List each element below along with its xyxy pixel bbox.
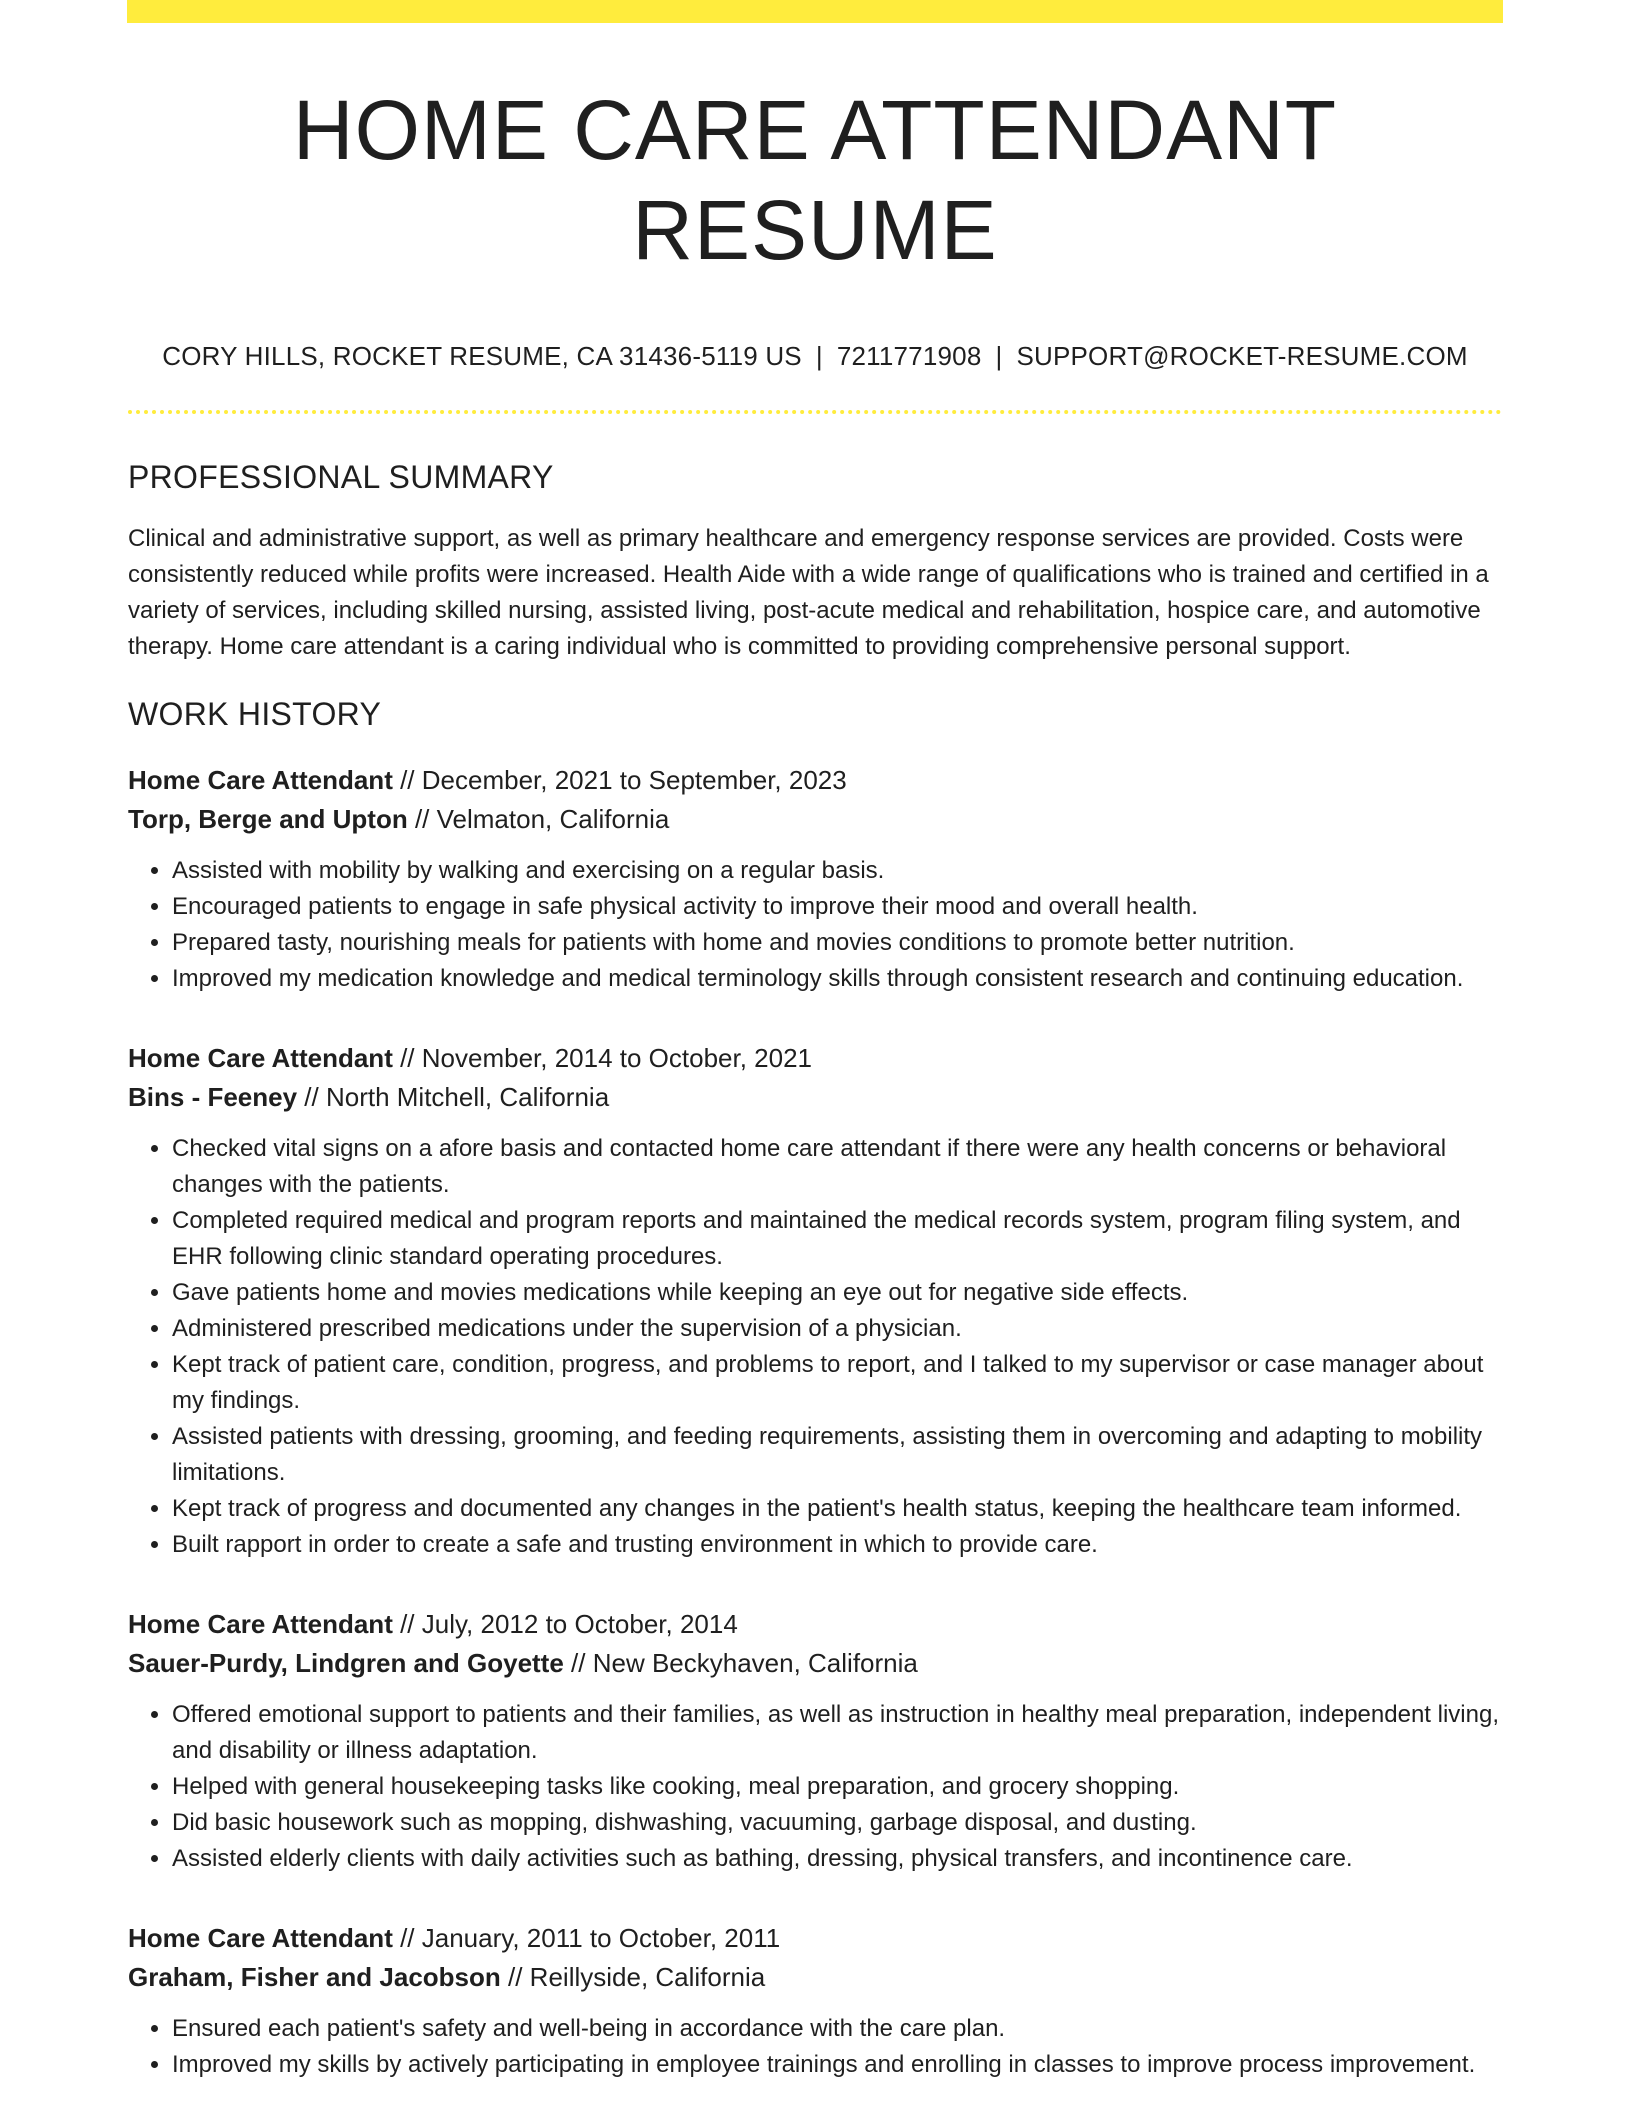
job-bullet: • Improved my skills by actively participating in employee trainings and enrolling in classes to improve process improvement. bbox=[172, 2047, 1502, 2083]
job-bullet: • Completed required medical and program reports and maintained the medical records system, program filing system, and EHR following clinic standard operating procedures. bbox=[172, 1203, 1502, 1275]
job-company-line bbox=[128, 1078, 1502, 1117]
job-list bbox=[128, 761, 1502, 2083]
contact-address: CORY HILLS, ROCKET RESUME, CA 31436-5119 US bbox=[162, 341, 802, 371]
job-title: Home Care Attendant bbox=[128, 1609, 393, 1639]
job-bullet: • Assisted patients with dressing, grooming, and feeding requirements, assisting them in overcoming and adapting to mobility limitations. bbox=[172, 1419, 1502, 1491]
job-bullets bbox=[128, 1131, 1502, 1563]
job-title: Home Care Attendant bbox=[128, 1043, 393, 1073]
job-dates: // December, 2021 to September, 2023 bbox=[392, 765, 847, 795]
job-bullets bbox=[128, 853, 1502, 997]
job-bullet: • Encouraged patients to engage in safe physical activity to improve their mood and overall health. bbox=[172, 889, 1502, 925]
job-bullet: • Kept track of progress and documented any changes in the patient's health status, keeping the healthcare team informed. bbox=[172, 1491, 1502, 1527]
job-location: // North Mitchell, California bbox=[297, 1082, 610, 1112]
job-title-line bbox=[128, 1039, 1502, 1078]
summary-text: Clinical and administrative support, as well as primary healthcare and emergency response services are provided. Costs were consistently reduced while profits were increased. Health Aide with a wide range of qualifications who is trained and certified in a variety of services, including skilled nursing, assisted living, post-acute medical and rehabilitation, hospice care, and automotive therapy. Home care attendant is a caring individual who is committed to providing comprehensive personal support. bbox=[128, 525, 1489, 660]
contact-separator: | bbox=[995, 341, 1003, 371]
job-bullet: • Improved my medication knowledge and medical terminology skills through consistent research and continuing education. bbox=[172, 961, 1502, 997]
job-bullet: • Built rapport in order to create a safe and trusting environment in which to provide care. bbox=[172, 1527, 1502, 1563]
job-bullet: • Assisted elderly clients with daily activities such as bathing, dressing, physical transfers, and incontinence care. bbox=[172, 1841, 1502, 1877]
resume-content bbox=[128, 0, 1502, 2083]
contact-phone: 7211771908 bbox=[836, 341, 982, 371]
job-bullet: • Kept track of patient care, condition, progress, and problems to report, and I talked to my supervisor or case manager about my findings. bbox=[172, 1347, 1502, 1419]
job-bullet: • Checked vital signs on a afore basis and contacted home care attendant if there were any health concerns or behavioral changes with the patients. bbox=[172, 1131, 1502, 1203]
contact-separator: | bbox=[815, 341, 823, 371]
job-bullet: • Helped with general housekeeping tasks like cooking, meal preparation, and grocery shopping. bbox=[172, 1769, 1502, 1805]
job-company: Torp, Berge and Upton bbox=[128, 804, 408, 834]
job-bullet: • Ensured each patient's safety and well-being in accordance with the care plan. bbox=[172, 2011, 1502, 2047]
job-company: Graham, Fisher and Jacobson bbox=[128, 1962, 501, 1992]
job-bullet: • Gave patients home and movies medications while keeping an eye out for negative side effects. bbox=[172, 1275, 1502, 1311]
job-title-line bbox=[128, 1919, 1502, 1958]
job-entry bbox=[128, 1039, 1502, 1563]
job-company: Bins - Feeney bbox=[128, 1082, 298, 1112]
job-dates: // January, 2011 to October, 2011 bbox=[392, 1923, 781, 1953]
job-company-line bbox=[128, 1958, 1502, 1997]
job-location: // Reillyside, California bbox=[500, 1962, 766, 1992]
job-bullet: • Prepared tasty, nourishing meals for patients with home and movies conditions to promote better nutrition. bbox=[172, 925, 1502, 961]
job-dates: // November, 2014 to October, 2021 bbox=[392, 1043, 813, 1073]
job-title: Home Care Attendant bbox=[128, 765, 393, 795]
job-bullets bbox=[128, 1697, 1502, 1877]
job-location: // New Beckyhaven, California bbox=[563, 1648, 918, 1678]
job-entry bbox=[128, 1605, 1502, 1877]
job-title-line bbox=[128, 1605, 1502, 1644]
job-bullets bbox=[128, 2011, 1502, 2083]
job-company-line bbox=[128, 800, 1502, 839]
job-company: Sauer-Purdy, Lindgren and Goyette bbox=[128, 1648, 564, 1678]
job-entry bbox=[128, 1919, 1502, 2083]
job-title: Home Care Attendant bbox=[128, 1923, 393, 1953]
job-location: // Velmaton, California bbox=[407, 804, 670, 834]
job-dates: // July, 2012 to October, 2014 bbox=[392, 1609, 738, 1639]
job-bullet: • Assisted with mobility by walking and exercising on a regular basis. bbox=[172, 853, 1502, 889]
contact-line bbox=[128, 340, 1502, 372]
job-bullet: • Administered prescribed medications under the supervision of a physician. bbox=[172, 1311, 1502, 1347]
dotted-divider bbox=[128, 410, 1502, 414]
job-entry bbox=[128, 761, 1502, 997]
resume-title: HOME CARE ATTENDANT RESUME bbox=[292, 83, 1338, 277]
work-history-heading: WORK HISTORY bbox=[128, 696, 382, 732]
job-bullet: • Offered emotional support to patients and their families, as well as instruction in healthy meal preparation, independent living, and disability or illness adaptation. bbox=[172, 1697, 1502, 1769]
job-bullet: • Did basic housework such as mopping, dishwashing, vacuuming, garbage disposal, and dusting. bbox=[172, 1805, 1502, 1841]
contact-email: SUPPORT@ROCKET-RESUME.COM bbox=[1016, 341, 1468, 371]
job-title-line bbox=[128, 761, 1502, 800]
job-company-line bbox=[128, 1644, 1502, 1683]
summary-heading: PROFESSIONAL SUMMARY bbox=[128, 459, 554, 495]
